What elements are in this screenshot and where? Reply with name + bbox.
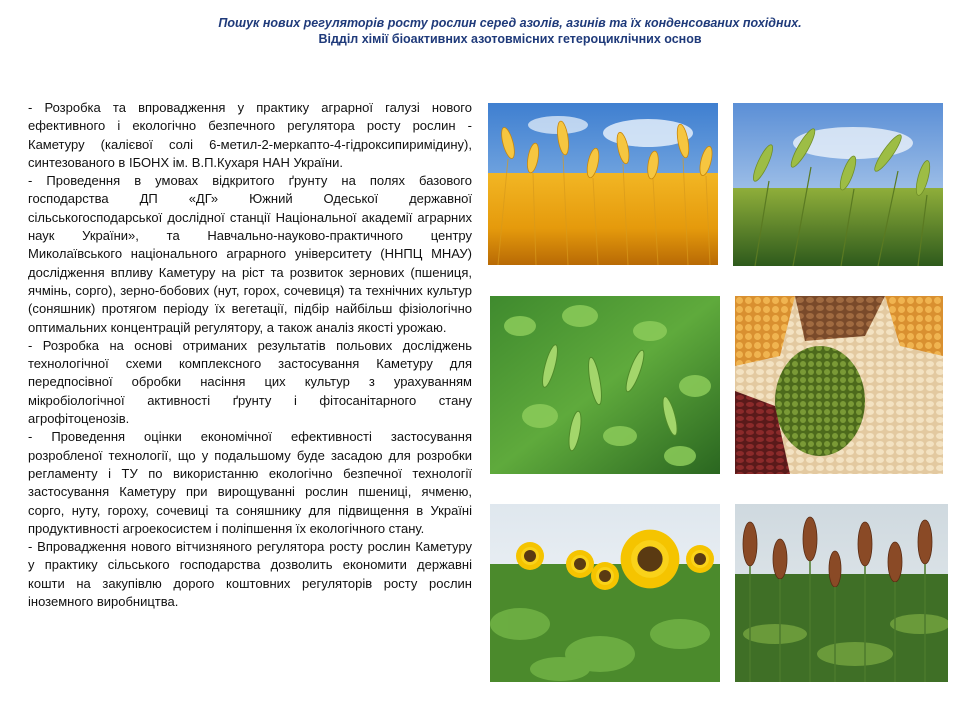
paragraph-implementation: - Впровадження нового вітчизняного регулятора росту рослин Каметуру у практику сільського господарства дозволить економити державні кошти на закупівлю дорого коштовних регуляторів росту рослин іноземного виробництва.	[28, 539, 472, 610]
paragraph-development: - Розробка та впровадження у практику аграрної галузі нового ефективного і екологічно безпечного регулятора росту рослин - Каметуру (калієвої солі 6-метил-2-меркапто-4-гідроксипиримідину), синтезованого в ІБОНХ ім. В.П.Кухаря НАН України.	[28, 100, 472, 170]
legume-seeds-photo	[735, 296, 943, 474]
peas-plant-photo	[490, 296, 720, 474]
page-title: Пошук нових регуляторів росту рослин серед азолів, азинів та їх конденсованих похідних.	[218, 16, 802, 30]
department-name: Відділ хімії біоактивних азотовмісних гетероциклічних основ	[318, 32, 702, 46]
paragraph-field-trials: - Проведення в умовах відкритого ґрунту на полях базового господарства ДП «ДГ» Южний Одеської державної сільськогосподарської дослідної станції Національної академії аграрних наук України», та Навчально-науково-практичного центру Миколаївського національного аграрного університету (ННПЦ МНАУ) дослідження впливу Каметуру на ріст та розвиток зернових (пшениця, ячмінь, сорго), зерно-бобових (нут, горох, сочевиця) та технічних культур (соняшник) протягом періоду їх вегетації, підбір найбільш фізіологічно оптимальних концентрацій регулятору, а також аналіз якості урожаю.	[28, 173, 472, 335]
paragraph-economic-evaluation: - Проведення оцінки економічної ефективності застосування розробленої технології, що у подальшому буде засадою для розробки регламенту і ТУ по використанню екологічно безпечної технології застосування Каметуру при вирощуванні рослин пшениці, ячменю, сорго, нуту, гороху, сочевиці та соняшнику для підвищення в Україні продуктивності агроекосистем і поліпшення їх екологічного стану.	[28, 429, 472, 536]
body-text	[28, 99, 472, 611]
page-header	[0, 15, 960, 47]
sunflower-field-photo	[490, 504, 720, 682]
barley-field-photo	[733, 103, 943, 266]
paragraph-technology-scheme: - Розробка на основі отриманих результатів польових досліджень технологічної схеми комплексного застосування Каметуру для передпосівної обробки насіння цих культур з урахуванням мікробіологічної активності ґрунту і фітосанітарного стану агрофітоценозів.	[28, 337, 472, 427]
wheat-field-photo	[488, 103, 718, 265]
sorghum-field-photo	[735, 504, 948, 682]
